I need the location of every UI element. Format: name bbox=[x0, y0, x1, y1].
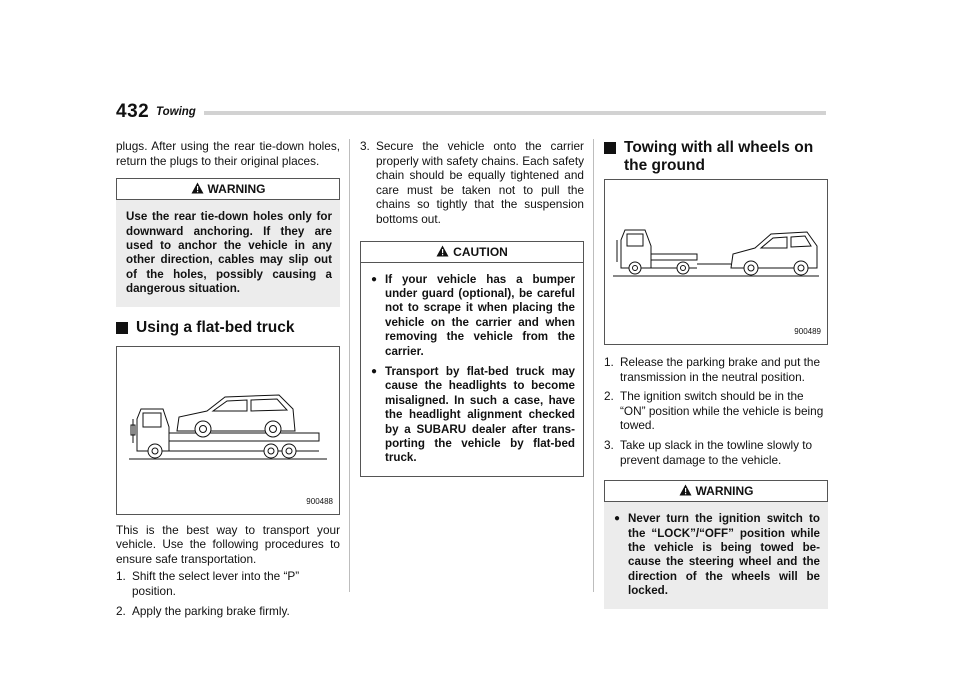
bullet-text: Transport by flat-bed truck may cause the headlights to become misaligned. In such a case, have the headlight alignment checked by a SUBARU dealer after transporting the vehicle by flat-bed truck. bbox=[385, 365, 575, 465]
column-2 bbox=[360, 139, 584, 477]
section-heading bbox=[604, 139, 828, 175]
warning-box bbox=[116, 178, 340, 306]
step-number: 2. bbox=[116, 603, 126, 618]
caution-bullet bbox=[371, 273, 575, 359]
step-number: 3. bbox=[604, 437, 614, 452]
caution-body bbox=[361, 263, 583, 476]
heading-square-icon bbox=[604, 142, 616, 154]
caution-triangle-icon bbox=[436, 245, 449, 257]
caution-header bbox=[361, 242, 583, 263]
caution-title: CAUTION bbox=[453, 244, 508, 259]
step-item bbox=[116, 569, 340, 598]
warning-title: WARNING bbox=[207, 182, 266, 197]
column-divider bbox=[349, 139, 350, 592]
page-number: 432 bbox=[116, 101, 150, 122]
warning-triangle-icon bbox=[191, 182, 204, 194]
warning-triangle-icon bbox=[679, 484, 692, 496]
step-item bbox=[604, 389, 828, 433]
warning-text: Use the rear tie-down holes only for downward anchoring. If they are used to anchor the vehicle in any other direction, cables may slip out of the holes, possibly causing a dangerous situation. bbox=[126, 210, 332, 296]
warning-header bbox=[604, 480, 828, 502]
flatbed-truck-figure bbox=[116, 346, 340, 515]
section-title: Towing bbox=[156, 106, 196, 118]
warning-header bbox=[116, 178, 340, 200]
column-divider bbox=[593, 139, 594, 592]
step-item bbox=[116, 604, 340, 619]
heading-text: Towing with all wheels on the ground bbox=[624, 139, 814, 174]
figure-id: 900489 bbox=[794, 327, 821, 337]
step-number: 1. bbox=[604, 355, 614, 369]
column-3 bbox=[604, 139, 828, 609]
warning-body bbox=[604, 502, 828, 608]
step-text: Take up slack in the towline slowly to prevent damage to the vehicle. bbox=[620, 437, 813, 467]
heading-square-icon bbox=[116, 322, 128, 334]
step-text: Secure the vehicle onto the carrier properly with safety chains. Each safety chain should be equally tightened and care must be taken not to pull the chains so tightly that the suspension bottoms out. bbox=[376, 139, 584, 226]
warning-box bbox=[604, 480, 828, 608]
bullet-dot-icon: ● bbox=[371, 366, 378, 377]
step-text: The ignition switch should be in the “ON” position while the vehicle is being towed. bbox=[620, 389, 824, 433]
heading-text: Using a flat-bed truck bbox=[136, 318, 295, 336]
towing-illustration bbox=[605, 180, 827, 342]
caution-bullet bbox=[371, 365, 575, 466]
step-number: 3. bbox=[360, 139, 370, 153]
section-heading bbox=[116, 319, 340, 337]
figure-id: 900488 bbox=[306, 497, 333, 507]
step-text: Shift the select lever into the “P” position. bbox=[132, 569, 300, 598]
warning-title: WARNING bbox=[695, 484, 754, 499]
page-header bbox=[116, 101, 828, 125]
intro-paragraph: plugs. After using the rear tie-down holes, return the plugs to their original places. bbox=[116, 139, 340, 168]
warning-bullet bbox=[614, 512, 820, 598]
towing-figure bbox=[604, 179, 828, 345]
step-number: 2. bbox=[604, 389, 614, 404]
step-text: Release the parking brake and put the transmission in the neutral position. bbox=[620, 355, 821, 384]
header-rule bbox=[204, 111, 826, 115]
caution-box bbox=[360, 241, 584, 477]
step-item bbox=[360, 139, 584, 227]
bullet-text: If your vehicle has a bumper under guard (optional), be careful not to scrape it when placing the vehicle on the carrier and when removing the vehicle from the carrier. bbox=[385, 272, 575, 358]
column-1 bbox=[116, 139, 340, 618]
step-item bbox=[604, 438, 828, 467]
bullet-text: Never turn the ignition switch to the “LOCK”/“OFF” position while the vehicle is being towed because the steering wheel and the direction of the wheels will be locked. bbox=[628, 512, 820, 598]
step-text: Apply the parking brake firmly. bbox=[132, 603, 290, 618]
bullet-dot-icon: ● bbox=[614, 513, 621, 525]
bullet-dot-icon: ● bbox=[371, 273, 378, 285]
flatbed-truck-illustration bbox=[117, 347, 339, 512]
step-item bbox=[604, 355, 828, 384]
body-paragraph: This is the best way to transport your vehicle. Use the following procedures to ensure safe transportation. bbox=[116, 522, 340, 566]
step-number: 1. bbox=[116, 569, 126, 584]
